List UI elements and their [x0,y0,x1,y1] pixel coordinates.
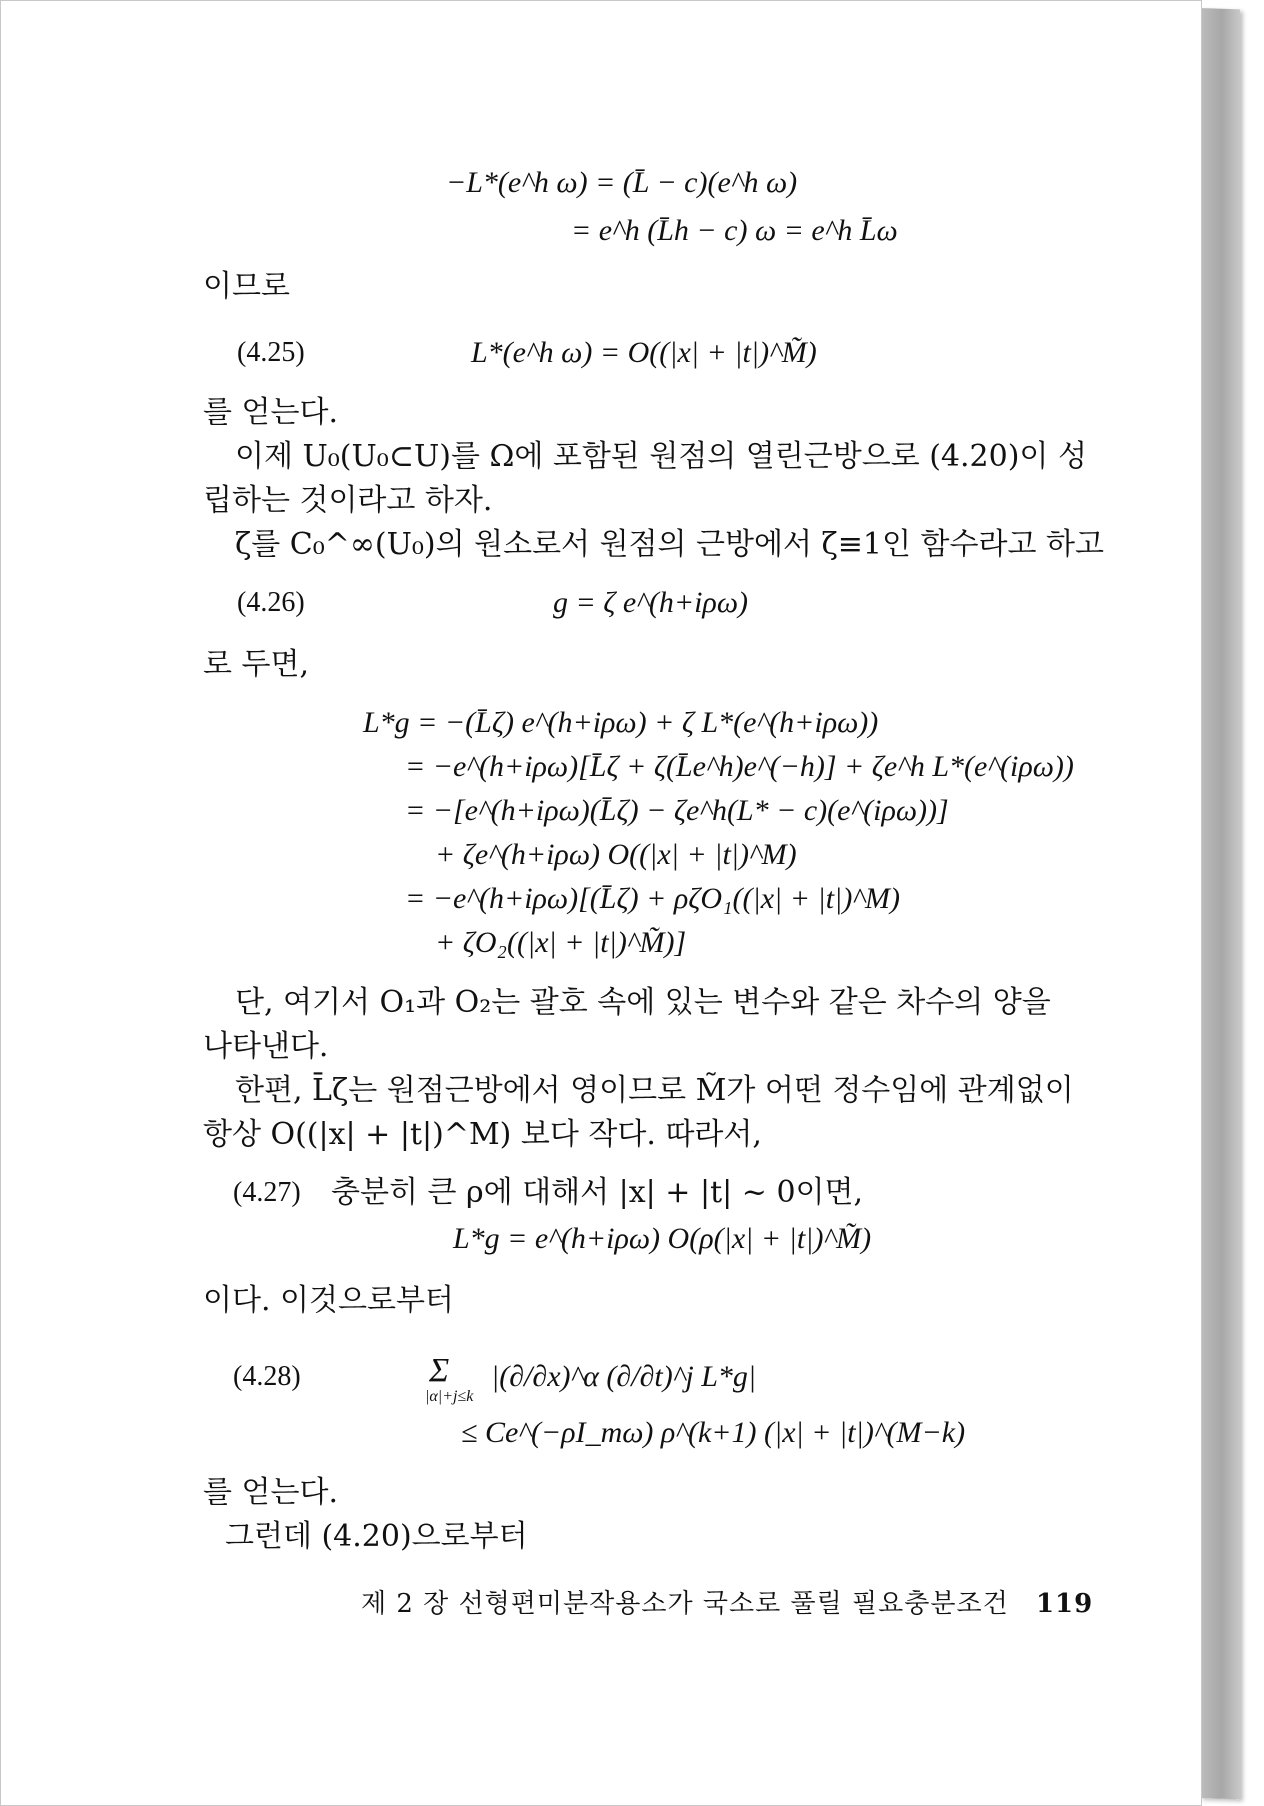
equation-number: (4.26) [237,587,305,618]
page-edge-shadow [1200,8,1240,1799]
text-line: 단, 여기서 O₁과 O₂는 괄호 속에 있는 변수와 같은 차수의 양을 [235,985,1051,1020]
text-line: 그런데 (4.20)으로부터 [225,1519,528,1554]
equation-line: + ζe^(h+iρω) O((|x| + |t|)^M) [435,838,797,871]
text-line: 이다. 이것으로부터 [203,1283,454,1318]
equation-line: g = ζ e^(h+iρω) [553,586,748,619]
equation-line: ≤ Ce^(−ρI_mω) ρ^(k+1) (|x| + |t|)^(M−k) [461,1416,966,1449]
text-line: 를 얻는다. [203,1475,338,1510]
equation-line: = −[e^(h+iρω)(L̄ζ) − ζe^h(L* − c)(e^(iρω))] [405,794,949,827]
text-line: 충분히 큰 ρ에 대해서 |x| + |t| ~ 0이면, [331,1175,864,1210]
text-line: 항상 O((|x| + |t|)^M) 보다 작다. 따라서, [203,1117,762,1152]
equation-line: |(∂/∂x)^α (∂/∂t)^j L*g| [491,1360,757,1393]
summation-index: |α|+j≤k [425,1388,474,1405]
chapter-title: 제 2 장 선형편미분작용소가 국소로 풀릴 필요충분조건 [361,1589,1009,1619]
equation-line: + ζO₂((|x| + |t|)^M̃)] [435,926,687,959]
equation-line: L*g = −(L̄ζ) e^(h+iρω) + ζ L*(e^(h+iρω)) [363,706,879,739]
equation-line: L*(e^h ω) = O((|x| + |t|)^M̃) [471,336,817,369]
text-line: 이므로 [203,269,290,304]
equation-line: L*g = e^(h+iρω) O(ρ(|x| + |t|)^M̃) [453,1222,872,1255]
text-line: 이제 U₀(U₀⊂U)를 Ω에 포함된 원점의 열린근방으로 (4.20)이 성 [235,439,1087,474]
text-line: ζ를 C₀^∞(U₀)의 원소로서 원점의 근방에서 ζ≡1인 함수라고 하고 [235,527,1104,562]
summation-sign: Σ [429,1352,450,1389]
page-number: 119 [1035,1589,1094,1619]
text-line: 한편, L̄ζ는 원점근방에서 영이므로 M̃가 어떤 정수임에 관계없이 [235,1073,1074,1108]
text-line: 를 얻는다. [203,395,338,430]
equation-line: = e^h (L̄h − c) ω = e^h L̄ω [571,214,898,247]
equation-number: (4.28) [233,1361,301,1392]
equation-line: = −e^(h+iρω)[L̄ζ + ζ(L̄e^h)e^(−h)] + ζe^h L*(e^(iρω)) [405,750,1074,783]
text-line: 로 두면, [203,647,310,682]
equation-line: = −e^(h+iρω)[(L̄ζ) + ρζO₁((|x| + |t|)^M) [405,882,900,915]
running-footer [361,1583,1093,1620]
equation-number: (4.27) [233,1177,301,1208]
text-line: 립하는 것이라고 하자. [203,483,493,518]
text-line: 나타낸다. [203,1029,329,1064]
equation-number: (4.25) [237,337,305,368]
equation-line: −L*(e^h ω) = (L̄ − c)(e^h ω) [446,166,798,199]
